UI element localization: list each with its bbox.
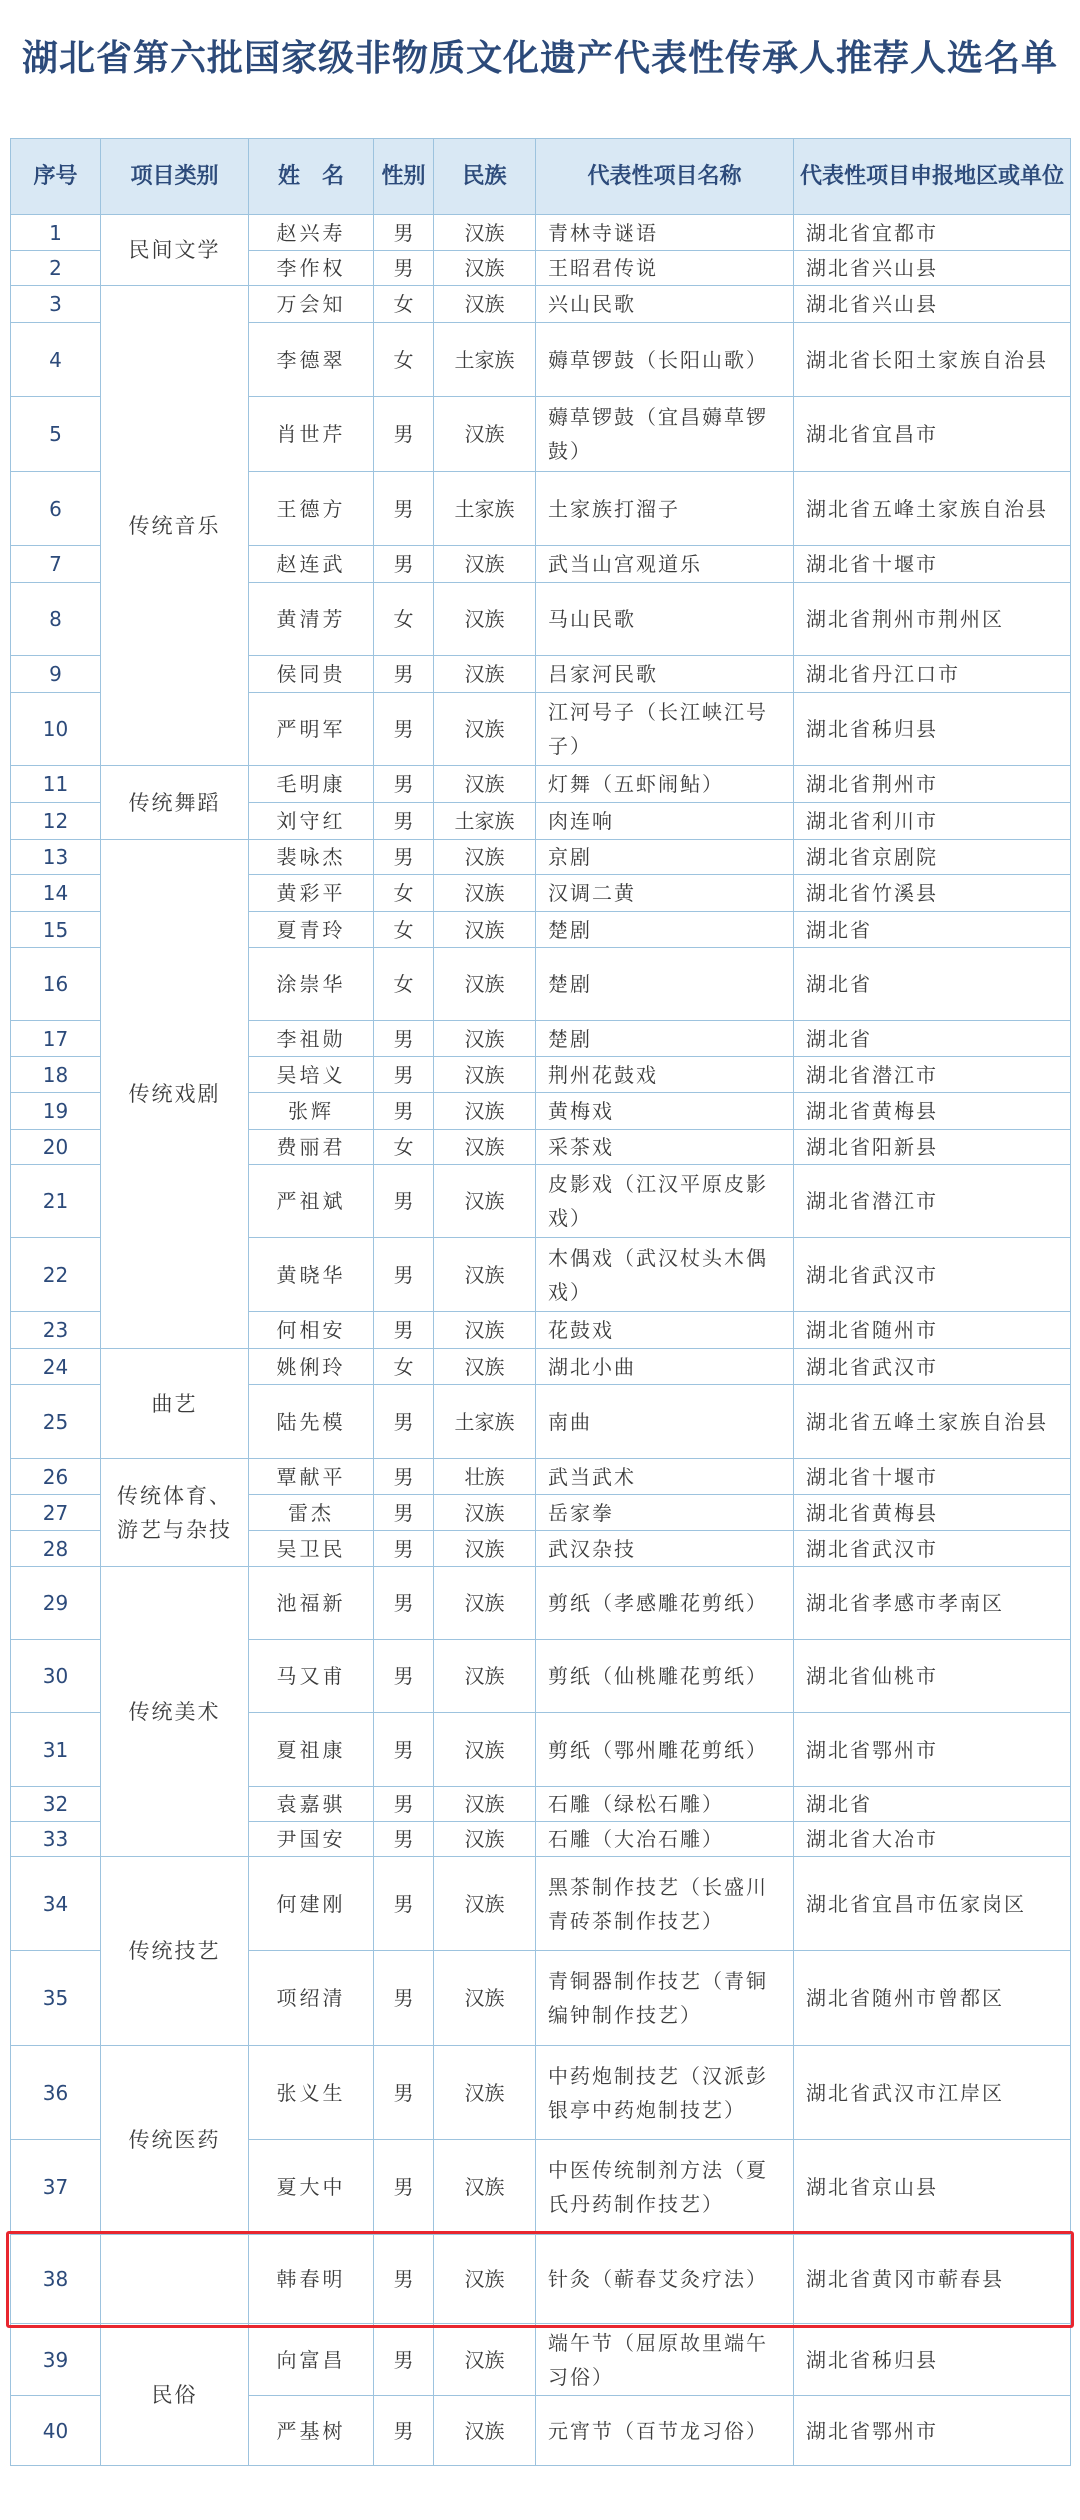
project-cell: 兴山民歌 [536, 286, 794, 323]
sex-cell: 男 [374, 2046, 434, 2140]
region-cell: 湖北省 [794, 1787, 1071, 1822]
sex-cell: 男 [374, 840, 434, 875]
project-cell: 江河号子（长江峡江号子） [536, 693, 794, 766]
seq-cell: 12 [11, 803, 101, 840]
ethnic-cell: 汉族 [434, 215, 536, 251]
region-cell: 湖北省 [794, 948, 1071, 1021]
category-cell: 传统技艺 [101, 1857, 249, 2046]
sex-cell: 男 [374, 1822, 434, 1857]
project-cell: 薅草锣鼓（宜昌薅草锣鼓） [536, 397, 794, 472]
header-name: 姓 名 [249, 139, 374, 215]
ethnic-cell: 汉族 [434, 1531, 536, 1567]
name-cell: 袁嘉骐 [249, 1787, 374, 1822]
ethnic-cell: 汉族 [434, 1787, 536, 1822]
region-cell: 湖北省秭归县 [794, 693, 1071, 766]
ethnic-cell: 汉族 [434, 286, 536, 323]
ethnic-cell: 汉族 [434, 1057, 536, 1093]
table-row [11, 2046, 1071, 2140]
ethnic-cell: 汉族 [434, 1567, 536, 1640]
project-cell: 湖北小曲 [536, 1349, 794, 1385]
ethnic-cell: 汉族 [434, 1312, 536, 1349]
table-row [11, 1459, 1071, 1495]
seq-cell: 2 [11, 251, 101, 286]
seq-cell: 20 [11, 1130, 101, 1165]
sex-cell: 男 [374, 2140, 434, 2235]
region-cell: 湖北省黄梅县 [794, 1093, 1071, 1130]
seq-cell: 29 [11, 1567, 101, 1640]
project-cell: 岳家拳 [536, 1495, 794, 1531]
name-cell: 黄清芳 [249, 583, 374, 656]
ethnic-cell: 壮族 [434, 1459, 536, 1495]
seq-cell: 11 [11, 766, 101, 803]
name-cell: 尹国安 [249, 1822, 374, 1857]
sex-cell: 男 [374, 1531, 434, 1567]
ethnic-cell: 汉族 [434, 1021, 536, 1057]
category-cell: 民间文学 [101, 215, 249, 286]
project-cell: 石雕（大冶石雕） [536, 1822, 794, 1857]
seq-cell: 36 [11, 2046, 101, 2140]
project-cell: 武当武术 [536, 1459, 794, 1495]
ethnic-cell: 汉族 [434, 766, 536, 803]
table-row [11, 1857, 1071, 1951]
seq-cell: 3 [11, 286, 101, 323]
region-cell: 湖北省武汉市 [794, 1531, 1071, 1567]
project-cell: 中药炮制技艺（汉派彭银亭中药炮制技艺） [536, 2046, 794, 2140]
name-cell: 何相安 [249, 1312, 374, 1349]
header-ethnic: 民族 [434, 139, 536, 215]
seq-cell: 39 [11, 2324, 101, 2396]
name-cell: 夏大中 [249, 2140, 374, 2235]
sex-cell: 男 [374, 1093, 434, 1130]
seq-cell: 4 [11, 323, 101, 397]
ethnic-cell: 汉族 [434, 2396, 536, 2466]
sex-cell: 男 [374, 397, 434, 472]
seq-cell: 24 [11, 1349, 101, 1385]
region-cell: 湖北省竹溪县 [794, 875, 1071, 912]
table-row [11, 766, 1071, 803]
name-cell: 严祖斌 [249, 1165, 374, 1238]
seq-cell: 37 [11, 2140, 101, 2235]
project-cell: 黄梅戏 [536, 1093, 794, 1130]
name-cell: 夏青玲 [249, 912, 374, 948]
project-cell: 黑茶制作技艺（长盛川青砖茶制作技艺） [536, 1857, 794, 1951]
header-project: 代表性项目名称 [536, 139, 794, 215]
project-cell: 武当山宫观道乐 [536, 546, 794, 583]
ethnic-cell: 土家族 [434, 1385, 536, 1459]
seq-cell: 27 [11, 1495, 101, 1531]
seq-cell: 18 [11, 1057, 101, 1093]
project-cell: 王昭君传说 [536, 251, 794, 286]
seq-cell: 14 [11, 875, 101, 912]
project-cell: 薅草锣鼓（长阳山歌） [536, 323, 794, 397]
sex-cell: 男 [374, 693, 434, 766]
seq-cell: 35 [11, 1951, 101, 2046]
name-cell: 费丽君 [249, 1130, 374, 1165]
header-category: 项目类别 [101, 139, 249, 215]
sex-cell: 女 [374, 286, 434, 323]
category-cell: 传统医药 [101, 2046, 249, 2235]
sex-cell: 男 [374, 1165, 434, 1238]
region-cell: 湖北省潜江市 [794, 1057, 1071, 1093]
ethnic-cell: 汉族 [434, 1238, 536, 1312]
header-seq: 序号 [11, 139, 101, 215]
project-cell: 汉调二黄 [536, 875, 794, 912]
category-cell [101, 2235, 249, 2324]
sex-cell: 女 [374, 1349, 434, 1385]
name-cell: 肖世芹 [249, 397, 374, 472]
sex-cell: 女 [374, 583, 434, 656]
table-row [11, 215, 1071, 251]
seq-cell: 33 [11, 1822, 101, 1857]
region-cell: 湖北省五峰土家族自治县 [794, 472, 1071, 546]
ethnic-cell: 汉族 [434, 546, 536, 583]
seq-cell: 34 [11, 1857, 101, 1951]
region-cell: 湖北省鄂州市 [794, 1713, 1071, 1787]
region-cell: 湖北省潜江市 [794, 1165, 1071, 1238]
seq-cell: 23 [11, 1312, 101, 1349]
category-cell: 传统音乐 [101, 286, 249, 766]
name-cell: 马又甫 [249, 1640, 374, 1713]
seq-cell: 13 [11, 840, 101, 875]
project-cell: 剪纸（鄂州雕花剪纸） [536, 1713, 794, 1787]
name-cell: 覃献平 [249, 1459, 374, 1495]
table-row [11, 2235, 1071, 2324]
name-cell: 何建刚 [249, 1857, 374, 1951]
project-cell: 采茶戏 [536, 1130, 794, 1165]
table-row [11, 2324, 1071, 2396]
sex-cell: 男 [374, 1713, 434, 1787]
project-cell: 武汉杂技 [536, 1531, 794, 1567]
sex-cell: 男 [374, 1495, 434, 1531]
sex-cell: 女 [374, 1130, 434, 1165]
ethnic-cell: 汉族 [434, 693, 536, 766]
region-cell: 湖北省宜都市 [794, 215, 1071, 251]
ethnic-cell: 土家族 [434, 323, 536, 397]
region-cell: 湖北省武汉市江岸区 [794, 2046, 1071, 2140]
ethnic-cell: 汉族 [434, 2046, 536, 2140]
seq-cell: 19 [11, 1093, 101, 1130]
ethnic-cell: 汉族 [434, 1857, 536, 1951]
region-cell: 湖北省丹江口市 [794, 656, 1071, 693]
category-cell: 民俗 [101, 2324, 249, 2466]
region-cell: 湖北省仙桃市 [794, 1640, 1071, 1713]
page-title: 湖北省第六批国家级非物质文化遗产代表性传承人推荐人选名单 [21, 38, 1058, 79]
name-cell: 严基树 [249, 2396, 374, 2466]
sex-cell: 女 [374, 875, 434, 912]
seq-cell: 1 [11, 215, 101, 251]
name-cell: 万会知 [249, 286, 374, 323]
region-cell: 湖北省鄂州市 [794, 2396, 1071, 2466]
seq-cell: 8 [11, 583, 101, 656]
table-row [11, 840, 1071, 875]
name-cell: 向富昌 [249, 2324, 374, 2396]
category-cell: 传统戏剧 [101, 840, 249, 1349]
sex-cell: 男 [374, 1640, 434, 1713]
name-cell: 王德方 [249, 472, 374, 546]
sex-cell: 男 [374, 1021, 434, 1057]
ethnic-cell: 汉族 [434, 397, 536, 472]
region-cell: 湖北省兴山县 [794, 251, 1071, 286]
region-cell: 湖北省利川市 [794, 803, 1071, 840]
region-cell: 湖北省宜昌市伍家岗区 [794, 1857, 1071, 1951]
region-cell: 湖北省武汉市 [794, 1238, 1071, 1312]
name-cell: 吴卫民 [249, 1531, 374, 1567]
sex-cell: 男 [374, 1459, 434, 1495]
ethnic-cell: 汉族 [434, 2235, 536, 2324]
seq-cell: 32 [11, 1787, 101, 1822]
region-cell: 湖北省京山县 [794, 2140, 1071, 2235]
project-cell: 元宵节（百节龙习俗） [536, 2396, 794, 2466]
sex-cell: 男 [374, 472, 434, 546]
seq-cell: 38 [11, 2235, 101, 2324]
ethnic-cell: 汉族 [434, 1640, 536, 1713]
project-cell: 皮影戏（江汉平原皮影戏） [536, 1165, 794, 1238]
project-cell: 端午节（屈原故里端午习俗） [536, 2324, 794, 2396]
name-cell: 姚俐玲 [249, 1349, 374, 1385]
region-cell: 湖北省京剧院 [794, 840, 1071, 875]
region-cell: 湖北省五峰土家族自治县 [794, 1385, 1071, 1459]
project-cell: 南曲 [536, 1385, 794, 1459]
name-cell: 项绍清 [249, 1951, 374, 2046]
candidate-table [10, 138, 1070, 2466]
project-cell: 剪纸（仙桃雕花剪纸） [536, 1640, 794, 1713]
name-cell: 张义生 [249, 2046, 374, 2140]
ethnic-cell: 汉族 [434, 1713, 536, 1787]
region-cell: 湖北省 [794, 912, 1071, 948]
ethnic-cell: 汉族 [434, 1495, 536, 1531]
project-cell: 楚剧 [536, 948, 794, 1021]
category-cell: 传统美术 [101, 1567, 249, 1857]
sex-cell: 男 [374, 1385, 434, 1459]
region-cell: 湖北省十堰市 [794, 546, 1071, 583]
name-cell: 李祖勋 [249, 1021, 374, 1057]
seq-cell: 10 [11, 693, 101, 766]
region-cell: 湖北省黄梅县 [794, 1495, 1071, 1531]
seq-cell: 9 [11, 656, 101, 693]
project-cell: 木偶戏（武汉杖头木偶戏） [536, 1238, 794, 1312]
sex-cell: 男 [374, 251, 434, 286]
name-cell: 陆先模 [249, 1385, 374, 1459]
seq-cell: 26 [11, 1459, 101, 1495]
sex-cell: 女 [374, 323, 434, 397]
seq-cell: 22 [11, 1238, 101, 1312]
region-cell: 湖北省武汉市 [794, 1349, 1071, 1385]
name-cell: 李作权 [249, 251, 374, 286]
table-header-row [11, 139, 1071, 215]
category-cell: 传统体育、游艺与杂技 [101, 1459, 249, 1567]
sex-cell: 男 [374, 766, 434, 803]
project-cell: 土家族打溜子 [536, 472, 794, 546]
name-cell: 张辉 [249, 1093, 374, 1130]
seq-cell: 17 [11, 1021, 101, 1057]
project-cell: 荆州花鼓戏 [536, 1057, 794, 1093]
table-row [11, 1349, 1071, 1385]
header-region: 代表性项目申报地区或单位 [794, 139, 1071, 215]
sex-cell: 男 [374, 656, 434, 693]
region-cell: 湖北省长阳土家族自治县 [794, 323, 1071, 397]
sex-cell: 男 [374, 1312, 434, 1349]
region-cell: 湖北省大冶市 [794, 1822, 1071, 1857]
name-cell: 黄晓华 [249, 1238, 374, 1312]
sex-cell: 男 [374, 1857, 434, 1951]
region-cell: 湖北省荆州市荆州区 [794, 583, 1071, 656]
ethnic-cell: 汉族 [434, 1130, 536, 1165]
name-cell: 雷杰 [249, 1495, 374, 1531]
sex-cell: 女 [374, 912, 434, 948]
project-cell: 中医传统制剂方法（夏氏丹药制作技艺） [536, 2140, 794, 2235]
sex-cell: 男 [374, 215, 434, 251]
seq-cell: 21 [11, 1165, 101, 1238]
name-cell: 黄彩平 [249, 875, 374, 912]
sex-cell: 男 [374, 1567, 434, 1640]
name-cell: 池福新 [249, 1567, 374, 1640]
ethnic-cell: 汉族 [434, 840, 536, 875]
category-cell: 曲艺 [101, 1349, 249, 1459]
project-cell: 楚剧 [536, 912, 794, 948]
name-cell: 夏祖康 [249, 1713, 374, 1787]
seq-cell: 28 [11, 1531, 101, 1567]
seq-cell: 25 [11, 1385, 101, 1459]
region-cell: 湖北省兴山县 [794, 286, 1071, 323]
seq-cell: 5 [11, 397, 101, 472]
sex-cell: 男 [374, 2235, 434, 2324]
region-cell: 湖北省秭归县 [794, 2324, 1071, 2396]
header-sex: 性别 [374, 139, 434, 215]
name-cell: 李德翠 [249, 323, 374, 397]
name-cell: 涂崇华 [249, 948, 374, 1021]
region-cell: 湖北省十堰市 [794, 1459, 1071, 1495]
table-row [11, 1567, 1071, 1640]
ethnic-cell: 汉族 [434, 875, 536, 912]
ethnic-cell: 汉族 [434, 1822, 536, 1857]
sex-cell: 男 [374, 1951, 434, 2046]
project-cell: 灯舞（五虾闹鲇） [536, 766, 794, 803]
ethnic-cell: 汉族 [434, 2324, 536, 2396]
region-cell: 湖北省 [794, 1021, 1071, 1057]
ethnic-cell: 汉族 [434, 948, 536, 1021]
ethnic-cell: 汉族 [434, 2140, 536, 2235]
sex-cell: 男 [374, 546, 434, 583]
ethnic-cell: 汉族 [434, 583, 536, 656]
ethnic-cell: 汉族 [434, 656, 536, 693]
project-cell: 吕家河民歌 [536, 656, 794, 693]
sex-cell: 女 [374, 948, 434, 1021]
region-cell: 湖北省黄冈市蕲春县 [794, 2235, 1071, 2324]
table-row [11, 286, 1071, 323]
name-cell: 吴培义 [249, 1057, 374, 1093]
project-cell: 京剧 [536, 840, 794, 875]
ethnic-cell: 汉族 [434, 1951, 536, 2046]
seq-cell: 30 [11, 1640, 101, 1713]
project-cell: 剪纸（孝感雕花剪纸） [536, 1567, 794, 1640]
region-cell: 湖北省荆州市 [794, 766, 1071, 803]
name-cell: 裴咏杰 [249, 840, 374, 875]
sex-cell: 男 [374, 1238, 434, 1312]
sex-cell: 男 [374, 1057, 434, 1093]
project-cell: 楚剧 [536, 1021, 794, 1057]
ethnic-cell: 汉族 [434, 912, 536, 948]
name-cell: 侯同贵 [249, 656, 374, 693]
ethnic-cell: 土家族 [434, 803, 536, 840]
name-cell: 韩春明 [249, 2235, 374, 2324]
project-cell: 青铜器制作技艺（青铜编钟制作技艺） [536, 1951, 794, 2046]
category-cell: 传统舞蹈 [101, 766, 249, 840]
seq-cell: 7 [11, 546, 101, 583]
ethnic-cell: 汉族 [434, 251, 536, 286]
sex-cell: 男 [374, 1787, 434, 1822]
project-cell: 针灸（蕲春艾灸疗法） [536, 2235, 794, 2324]
sex-cell: 男 [374, 2396, 434, 2466]
name-cell: 赵兴寿 [249, 215, 374, 251]
ethnic-cell: 汉族 [434, 1093, 536, 1130]
seq-cell: 6 [11, 472, 101, 546]
region-cell: 湖北省随州市 [794, 1312, 1071, 1349]
name-cell: 毛明康 [249, 766, 374, 803]
seq-cell: 31 [11, 1713, 101, 1787]
seq-cell: 40 [11, 2396, 101, 2466]
seq-cell: 15 [11, 912, 101, 948]
sex-cell: 男 [374, 2324, 434, 2396]
region-cell: 湖北省阳新县 [794, 1130, 1071, 1165]
project-cell: 花鼓戏 [536, 1312, 794, 1349]
ethnic-cell: 汉族 [434, 1165, 536, 1238]
seq-cell: 16 [11, 948, 101, 1021]
ethnic-cell: 汉族 [434, 1349, 536, 1385]
name-cell: 刘守红 [249, 803, 374, 840]
project-cell: 肉连响 [536, 803, 794, 840]
region-cell: 湖北省宜昌市 [794, 397, 1071, 472]
name-cell: 严明军 [249, 693, 374, 766]
ethnic-cell: 土家族 [434, 472, 536, 546]
name-cell: 赵连武 [249, 546, 374, 583]
sex-cell: 男 [374, 803, 434, 840]
project-cell: 青林寺谜语 [536, 215, 794, 251]
project-cell: 马山民歌 [536, 583, 794, 656]
region-cell: 湖北省孝感市孝南区 [794, 1567, 1071, 1640]
region-cell: 湖北省随州市曾都区 [794, 1951, 1071, 2046]
project-cell: 石雕（绿松石雕） [536, 1787, 794, 1822]
